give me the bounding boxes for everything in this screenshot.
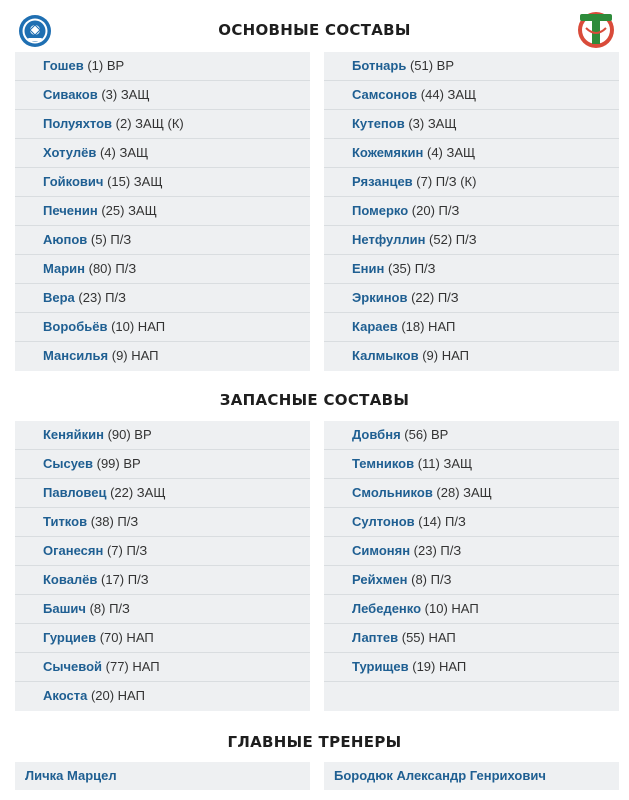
player-number-position: (22) ЗАЩ [106, 485, 166, 500]
player-name-link[interactable]: Гурциев [43, 630, 97, 645]
player-row [15, 81, 310, 110]
player-number-position: (23) П/З [74, 290, 126, 305]
player-number-position: (7) П/З [103, 543, 148, 558]
player-name-link[interactable]: Титков [43, 514, 88, 529]
player-number-position: (3) ЗАЩ [404, 116, 457, 131]
player-name-link[interactable]: Лаптев [352, 630, 399, 645]
player-number-position: (77) НАП [102, 659, 160, 674]
player-row [15, 653, 310, 682]
home-starting-list [15, 52, 310, 371]
player-name-link[interactable]: Енин [352, 261, 385, 276]
player-name-link[interactable]: Башич [43, 601, 86, 616]
player-row [324, 653, 619, 682]
player-name-link[interactable]: Сысуев [43, 456, 94, 471]
player-name-link[interactable]: Акоста [43, 688, 88, 703]
player-row [15, 421, 310, 450]
player-row [15, 168, 310, 197]
player-number-position: (19) НАП [408, 659, 467, 674]
player-number-position: (4) ЗАЩ [96, 145, 149, 160]
player-number-position: (14) П/З [414, 514, 466, 529]
away-subs-list [324, 421, 619, 711]
player-number-position: (90) ВР [103, 427, 152, 442]
player-name-link[interactable]: Эркинов [352, 290, 408, 305]
player-name-link[interactable]: Рейхмен [352, 572, 408, 587]
starting-lineups-title: ОСНОВНЫЕ СОСТАВЫ [218, 21, 411, 39]
player-name-link[interactable]: Калмыков [352, 348, 419, 363]
player-row [324, 421, 619, 450]
player-row [324, 81, 619, 110]
player-name-link[interactable]: Довбня [352, 427, 401, 442]
player-name-link[interactable]: Хотулёв [43, 145, 97, 160]
player-row [324, 139, 619, 168]
player-row [324, 284, 619, 313]
player-number-position: (11) ЗАЩ [414, 456, 473, 471]
player-name-link[interactable]: Полуяхтов [43, 116, 113, 131]
player-number-position: (2) ЗАЩ (К) [112, 116, 184, 131]
player-number-position: (10) НАП [421, 601, 479, 616]
player-row [15, 226, 310, 255]
player-name-link[interactable]: Сиваков [43, 87, 98, 102]
player-name-link[interactable]: Караев [352, 319, 398, 334]
player-name-link[interactable]: Кожемякин [352, 145, 424, 160]
away-coach-name[interactable]: Бородюк Александр Генрихович [324, 762, 619, 790]
player-number-position: (44) ЗАЩ [417, 87, 477, 102]
player-name-link[interactable]: Ботнарь [352, 58, 407, 73]
player-name-link[interactable]: Турищев [352, 659, 409, 674]
player-number-position: (35) П/З [384, 261, 436, 276]
player-number-position: (3) ЗАЩ [97, 87, 150, 102]
player-number-position: (55) НАП [398, 630, 456, 645]
player-number-position: (80) П/З [85, 261, 137, 276]
player-row [324, 624, 619, 653]
player-row [15, 566, 310, 595]
player-number-position: (52) П/З [425, 232, 477, 247]
player-name-link[interactable]: Нетфуллин [352, 232, 426, 247]
player-number-position: (4) ЗАЩ [423, 145, 476, 160]
player-name-link[interactable]: Кеняйкин [43, 427, 104, 442]
player-name-link[interactable]: Гошев [43, 58, 84, 73]
player-row [324, 52, 619, 81]
player-name-link[interactable]: Померко [352, 203, 409, 218]
player-name-link[interactable]: Печенин [43, 203, 98, 218]
player-row [324, 566, 619, 595]
player-name-link[interactable]: Воробьёв [43, 319, 108, 334]
player-row [15, 139, 310, 168]
player-number-position: (20) НАП [87, 688, 145, 703]
player-name-link[interactable]: Султонов [352, 514, 415, 529]
home-subs-list [15, 421, 310, 711]
player-name-link[interactable]: Мансилья [43, 348, 109, 363]
player-number-position: (10) НАП [107, 319, 166, 334]
head-coaches-title: ГЛАВНЫЕ ТРЕНЕРЫ [227, 733, 402, 751]
player-row [324, 682, 619, 711]
player-number-position: (70) НАП [96, 630, 154, 645]
player-row [15, 52, 310, 81]
player-name-link[interactable]: Оганесян [43, 543, 104, 558]
away-starting-list [324, 52, 619, 371]
player-row [324, 226, 619, 255]
player-number-position: (15) ЗАЩ [103, 174, 163, 189]
player-row [15, 313, 310, 342]
player-row [324, 342, 619, 371]
player-number-position: (1) ВР [83, 58, 125, 73]
player-row [324, 537, 619, 566]
player-number-position: (51) ВР [406, 58, 455, 73]
player-number-position: (17) П/З [97, 572, 149, 587]
player-row [15, 624, 310, 653]
home-coach-name[interactable]: Личка Марцел [15, 762, 310, 790]
player-number-position: (9) НАП [108, 348, 159, 363]
player-row [324, 508, 619, 537]
player-row [15, 595, 310, 624]
player-number-position: (20) П/З [408, 203, 460, 218]
player-number-position: (22) П/З [407, 290, 459, 305]
player-number-position: (9) НАП [418, 348, 469, 363]
player-row [15, 255, 310, 284]
player-name-link[interactable]: Сычевой [43, 659, 103, 674]
player-row [324, 313, 619, 342]
player-row [15, 537, 310, 566]
player-name-link[interactable]: Рязанцев [352, 174, 413, 189]
player-row [324, 255, 619, 284]
player-name-link[interactable]: Марин [43, 261, 86, 276]
player-row [15, 110, 310, 139]
player-number-position: (28) ЗАЩ [432, 485, 492, 500]
player-name-link[interactable]: Самсонов [352, 87, 418, 102]
player-number-position: (8) П/З [407, 572, 452, 587]
player-row [324, 595, 619, 624]
player-name-link[interactable]: Аюпов [43, 232, 88, 247]
player-name-link[interactable]: Кутепов [352, 116, 405, 131]
player-row [15, 479, 310, 508]
player-name-link[interactable]: Вера [43, 290, 75, 305]
player-name-link[interactable]: Смольников [352, 485, 433, 500]
player-row [15, 682, 310, 711]
player-row [324, 479, 619, 508]
player-name-link[interactable]: Павловец [43, 485, 107, 500]
player-number-position: (8) П/З [85, 601, 130, 616]
player-name-link[interactable]: Лебеденко [352, 601, 422, 616]
player-number-position: (25) ЗАЩ [97, 203, 157, 218]
player-number-position: (23) П/З [410, 543, 462, 558]
player-name-link[interactable]: Ковалёв [43, 572, 98, 587]
player-name-link[interactable]: Симонян [352, 543, 411, 558]
player-number-position: (99) ВР [93, 456, 141, 471]
substitutes-title: ЗАПАСНЫЕ СОСТАВЫ [219, 391, 410, 409]
player-row [15, 450, 310, 479]
player-row [324, 197, 619, 226]
player-row [15, 284, 310, 313]
player-row [324, 168, 619, 197]
player-row [15, 342, 310, 371]
player-row [15, 508, 310, 537]
player-row [15, 197, 310, 226]
player-row [324, 450, 619, 479]
player-row [324, 110, 619, 139]
player-name-link[interactable]: Гойкович [43, 174, 104, 189]
player-number-position: (38) П/З [87, 514, 139, 529]
player-number-position: (7) П/З (К) [412, 174, 477, 189]
player-name-link[interactable]: Темников [352, 456, 415, 471]
player-number-position: (18) НАП [397, 319, 456, 334]
player-number-position: (56) ВР [400, 427, 449, 442]
player-number-position: (5) П/З [87, 232, 132, 247]
